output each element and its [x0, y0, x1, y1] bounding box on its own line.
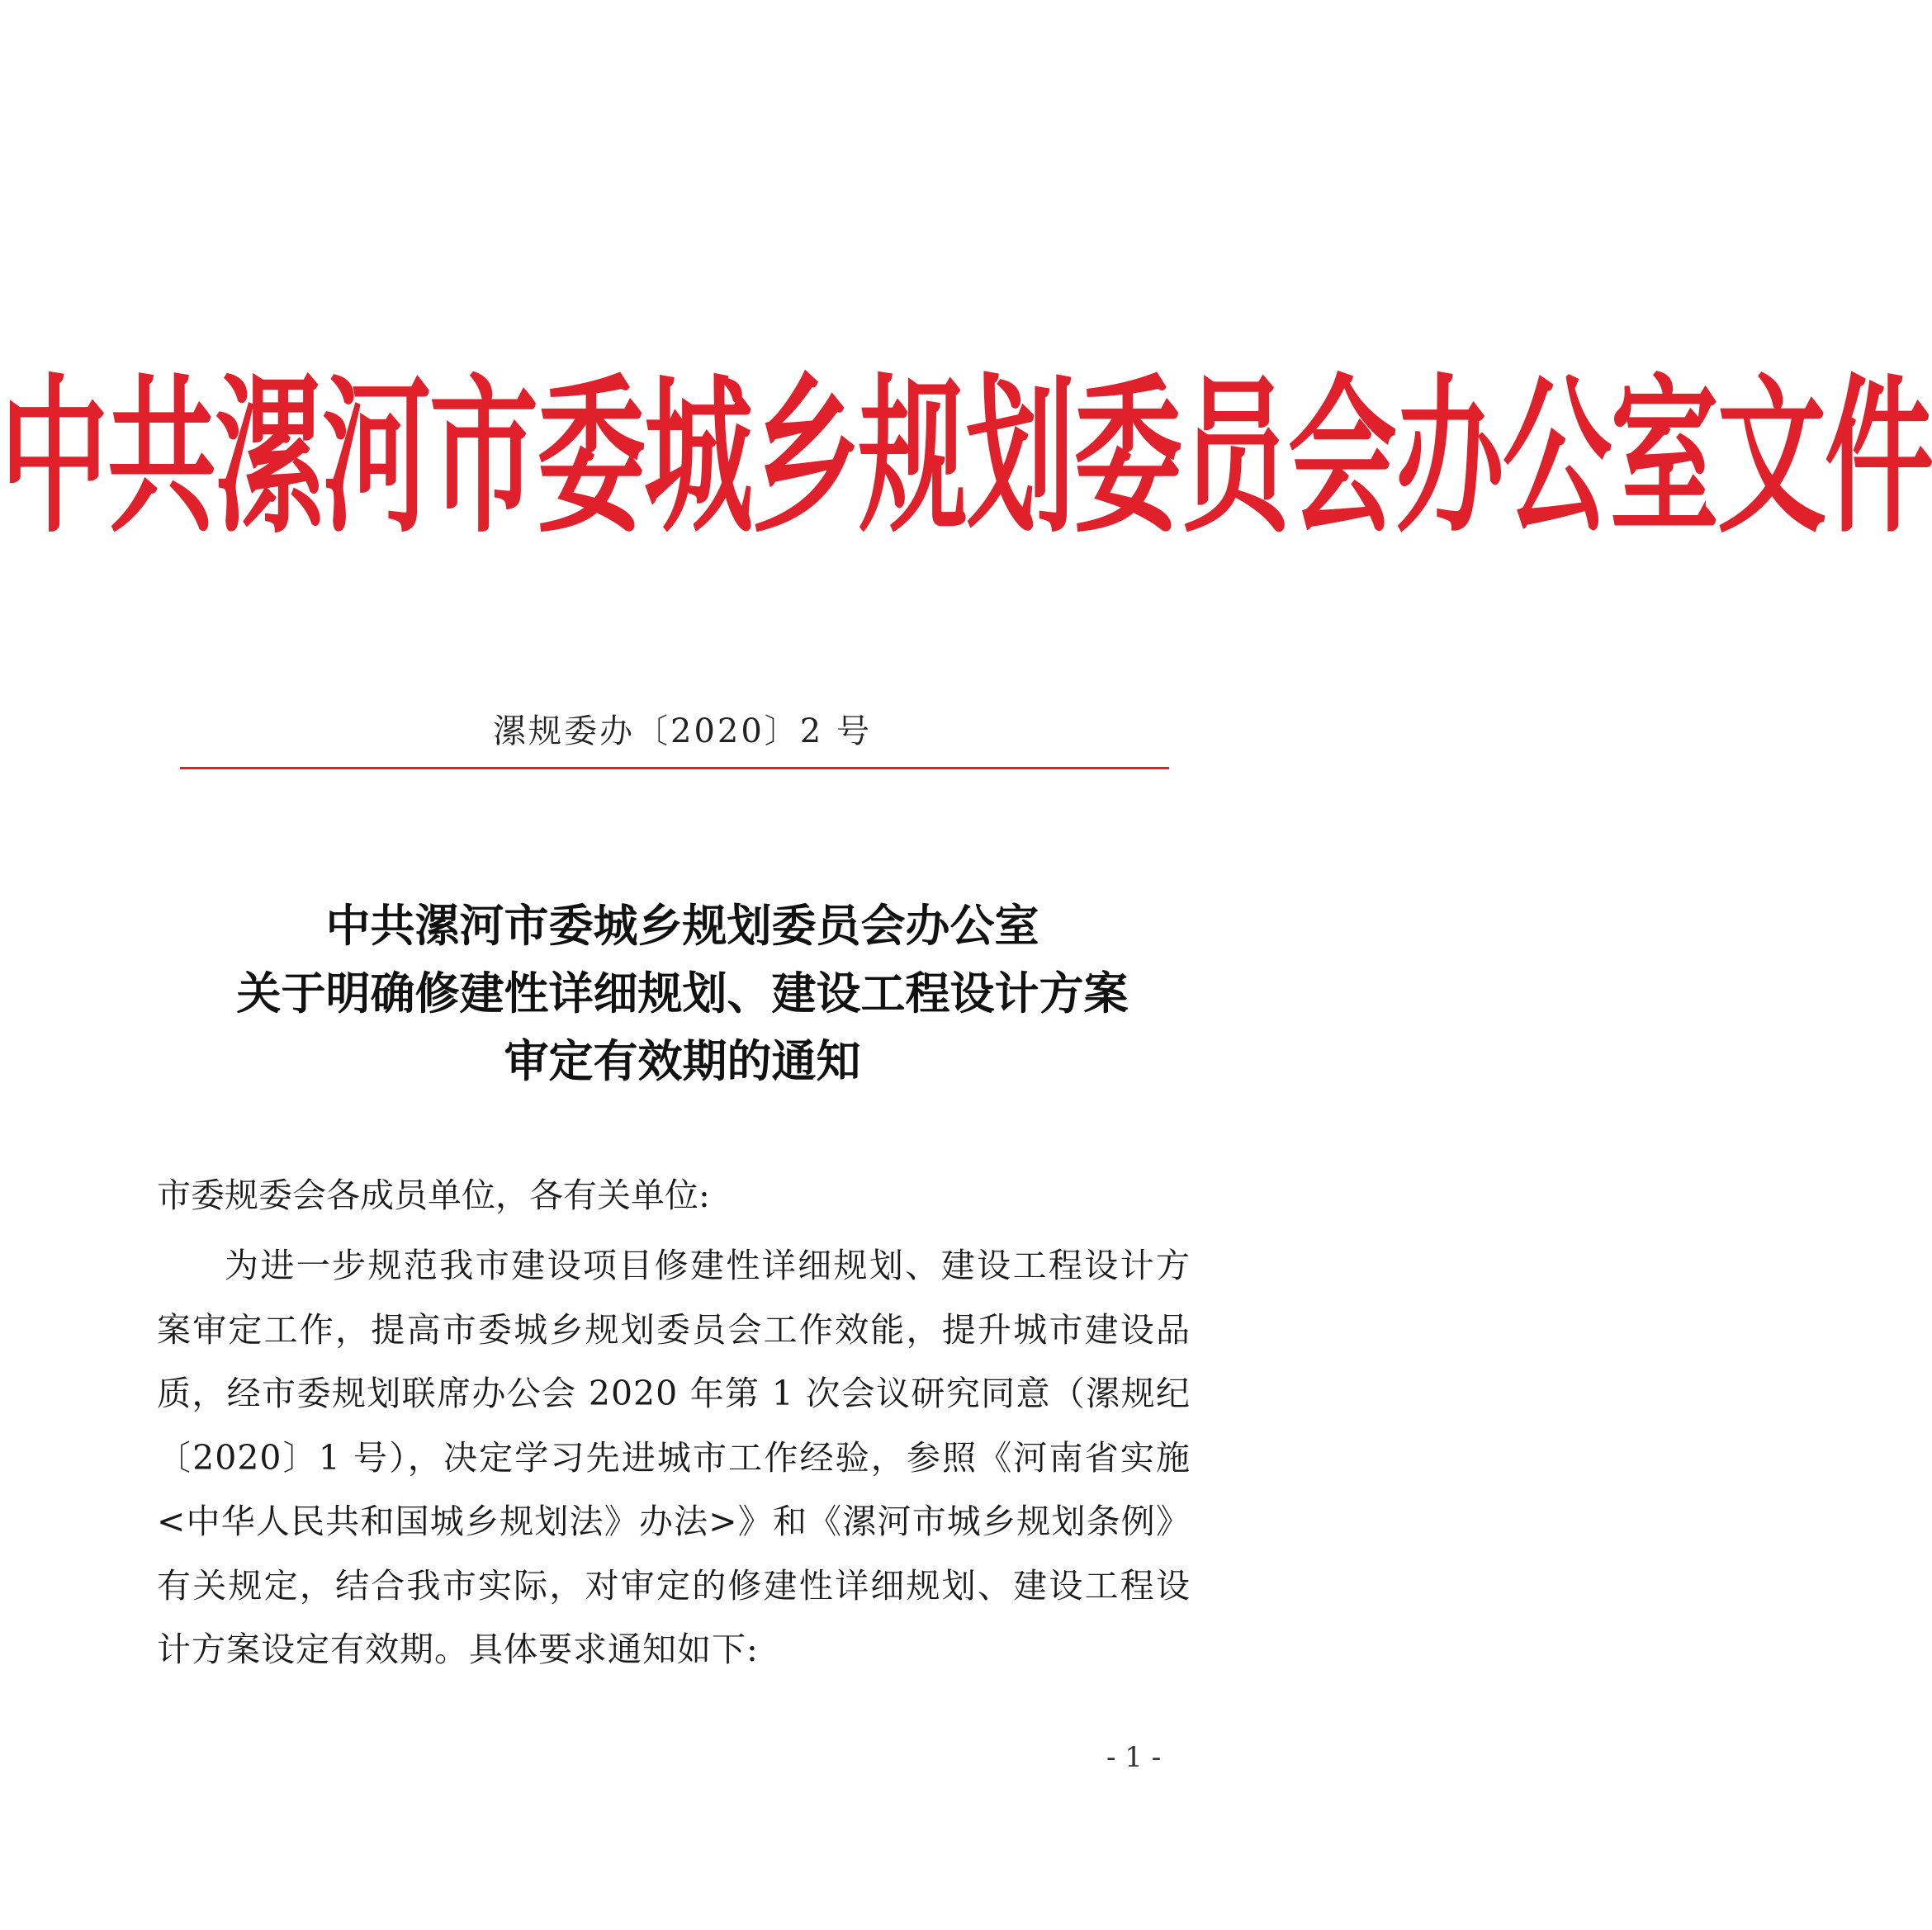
notice-title-line-2: 关于明确修建性详细规划、建设工程设计方案 — [236, 967, 1129, 1019]
red-divider-line — [180, 767, 1169, 769]
notice-title-line-1: 中共漯河市委城乡规划委员会办公室 — [325, 899, 1039, 952]
notice-title-line-3: 审定有效期的通知 — [504, 1034, 861, 1087]
page-number: - 1 - — [1106, 1741, 1162, 1774]
salutation: 市委规委会各成员单位，各有关单位: — [157, 1176, 710, 1215]
body-paragraph: 为进一步规范我市建设项目修建性详细规划、建设工程设计方案审定工作，提高市委城乡规划委员会工作效能，提升城市建设品质，经市委规划联席办公会 2020 年第 1 次会议研究同意（漯规纪〔2020〕1 号），决定学习先进城市工作经验，参照《河南省实施<中华人民共和国城乡规划法》办法>》和《漯河市城乡规划条例》有关规定，结合我市实际，对审定的修建性详细规划、建设工程设计方案设定有效期。具体要求通知如下: — [157, 1246, 1191, 1669]
document-number: 漯规委办〔2020〕2 号 — [493, 712, 872, 750]
notice-title — [0, 892, 1365, 1095]
masthead-title: 中共漯河市委城乡规划委员会办公室文件 — [0, 359, 1932, 557]
